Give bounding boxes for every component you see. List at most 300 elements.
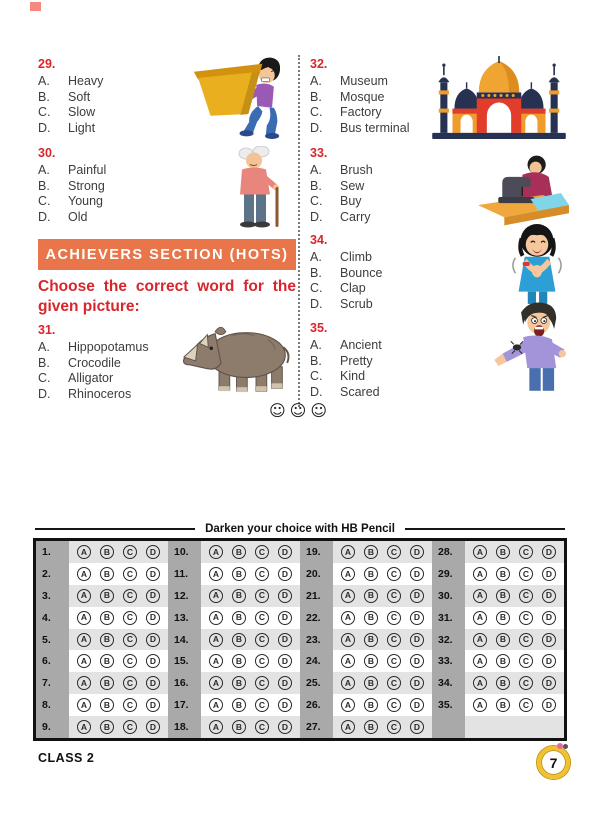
omr-number-29: 29. bbox=[432, 563, 465, 585]
omr-bubble-20-C[interactable]: C bbox=[387, 567, 401, 581]
omr-number-30: 30. bbox=[432, 585, 465, 607]
option-text: Hippopotamus bbox=[68, 340, 149, 354]
option-letter: D. bbox=[310, 120, 323, 135]
omr-bubble-row bbox=[333, 563, 432, 585]
option-text: Kind bbox=[340, 369, 366, 383]
option-text: Heavy bbox=[68, 74, 104, 88]
omr-bubble-22-A[interactable]: A bbox=[341, 611, 355, 625]
option-letter: A. bbox=[38, 163, 50, 177]
omr-bubble-row bbox=[201, 585, 300, 607]
omr-bubble-19-D[interactable]: D bbox=[410, 545, 424, 559]
omr-bubble-27-D[interactable]: D bbox=[410, 720, 424, 734]
omr-bubble-6-C[interactable]: C bbox=[123, 654, 137, 668]
woman-sewing-machine-image bbox=[476, 152, 572, 234]
omr-bubble-11-B[interactable]: B bbox=[232, 567, 246, 581]
omr-group-cell bbox=[168, 541, 300, 563]
omr-bubble-5-A[interactable]: A bbox=[77, 633, 91, 647]
omr-bubble-34-B[interactable]: B bbox=[496, 676, 510, 690]
option-letter: A. bbox=[310, 74, 322, 88]
omr-number-19: 19. bbox=[300, 541, 333, 563]
question-number: 31. bbox=[38, 323, 56, 337]
omr-bubble-row bbox=[333, 585, 432, 607]
omr-bubble-14-A[interactable]: A bbox=[209, 633, 223, 647]
option-text: Ancient bbox=[340, 338, 382, 352]
option-text: Museum bbox=[340, 74, 388, 88]
omr-bubble-29-A[interactable]: A bbox=[473, 567, 487, 581]
omr-bubble-31-D[interactable]: D bbox=[542, 611, 556, 625]
omr-bubble-21-C[interactable]: C bbox=[387, 589, 401, 603]
omr-bubble-24-B[interactable]: B bbox=[364, 654, 378, 668]
omr-bubble-14-D[interactable]: D bbox=[278, 633, 292, 647]
omr-bubble-30-B[interactable]: B bbox=[496, 589, 510, 603]
omr-group-cell bbox=[36, 716, 168, 738]
omr-bubble-35-A[interactable]: A bbox=[473, 698, 487, 712]
omr-bubble-4-C[interactable]: C bbox=[123, 611, 137, 625]
omr-bubble-32-B[interactable]: B bbox=[496, 633, 510, 647]
option-text: Brush bbox=[340, 163, 373, 177]
question-number: 34. bbox=[310, 233, 328, 247]
omr-bubble-3-C[interactable]: C bbox=[123, 589, 137, 603]
omr-bubble-9-C[interactable]: C bbox=[123, 720, 137, 734]
omr-group-cell bbox=[432, 585, 564, 607]
omr-bubble-row bbox=[333, 629, 432, 651]
omr-bubble-27-A[interactable]: A bbox=[341, 720, 355, 734]
option-text: Soft bbox=[68, 89, 91, 104]
omr-number-15: 15. bbox=[168, 650, 201, 672]
omr-bubble-10-D[interactable]: D bbox=[278, 545, 292, 559]
achievers-section-banner: ACHIEVERS SECTION (HOTS) bbox=[38, 239, 296, 270]
omr-bubble-24-A[interactable]: A bbox=[341, 654, 355, 668]
omr-bubble-21-A[interactable]: A bbox=[341, 589, 355, 603]
omr-bubble-12-B[interactable]: B bbox=[232, 589, 246, 603]
omr-group-cell bbox=[168, 672, 300, 694]
omr-bubble-row bbox=[69, 629, 168, 651]
option-letter: C. bbox=[310, 369, 323, 383]
instruction-text: Choose the correct word for the given picture: bbox=[38, 278, 296, 315]
omr-bubble-row bbox=[465, 541, 564, 563]
omr-bubble-row bbox=[333, 607, 432, 629]
omr-group-cell bbox=[168, 629, 300, 651]
omr-number-34: 34. bbox=[432, 672, 465, 694]
omr-group-cell bbox=[300, 650, 432, 672]
omr-number-17: 17. bbox=[168, 694, 201, 716]
omr-bubble-row bbox=[465, 563, 564, 585]
option-text: Factory bbox=[340, 105, 382, 119]
omr-bubble-row bbox=[201, 694, 300, 716]
option-letter: C. bbox=[38, 371, 51, 385]
option-text: Old bbox=[68, 209, 88, 224]
smiley-faces: ☺☺☺ bbox=[268, 401, 332, 420]
omr-bubble-2-A[interactable]: A bbox=[77, 567, 91, 581]
omr-bubble-8-A[interactable]: A bbox=[77, 698, 91, 712]
omr-bubble-6-A[interactable]: A bbox=[77, 654, 91, 668]
option-letter: C. bbox=[310, 281, 323, 295]
option-letter: D. bbox=[310, 209, 323, 224]
omr-bubble-14-C[interactable]: C bbox=[255, 633, 269, 647]
omr-bubble-1-A[interactable]: A bbox=[77, 545, 91, 559]
omr-bubble-row bbox=[201, 563, 300, 585]
option-text: Painful bbox=[68, 163, 107, 177]
omr-bubble-17-A[interactable]: A bbox=[209, 698, 223, 712]
omr-bubble-1-B[interactable]: B bbox=[100, 545, 114, 559]
omr-bubble-row bbox=[333, 672, 432, 694]
omr-bubble-1-C[interactable]: C bbox=[123, 545, 137, 559]
omr-bubble-25-D[interactable]: D bbox=[410, 676, 424, 690]
omr-bubble-3-B[interactable]: B bbox=[100, 589, 114, 603]
red-corner-mark bbox=[30, 2, 41, 11]
omr-group-cell bbox=[300, 694, 432, 716]
question-number: 30. bbox=[38, 146, 56, 160]
option-letter: C. bbox=[38, 194, 51, 208]
omr-bubble-30-A[interactable]: A bbox=[473, 589, 487, 603]
omr-number-33: 33. bbox=[432, 650, 465, 672]
omr-bubble-18-C[interactable]: C bbox=[255, 720, 269, 734]
omr-bubble-33-C[interactable]: C bbox=[519, 654, 533, 668]
option-text: Alligator bbox=[68, 371, 114, 385]
omr-bubble-4-A[interactable]: A bbox=[77, 611, 91, 625]
omr-bubble-23-D[interactable]: D bbox=[410, 633, 424, 647]
option-letter: B. bbox=[38, 178, 50, 193]
omr-bubble-1-D[interactable]: D bbox=[146, 545, 160, 559]
omr-bubble-2-B[interactable]: B bbox=[100, 567, 114, 581]
omr-row bbox=[36, 672, 564, 694]
option-text: Pretty bbox=[340, 353, 373, 368]
omr-bubble-28-B[interactable]: B bbox=[496, 545, 510, 559]
omr-bubble-8-D[interactable]: D bbox=[146, 698, 160, 712]
omr-number-25: 25. bbox=[300, 672, 333, 694]
omr-bubble-23-B[interactable]: B bbox=[364, 633, 378, 647]
omr-group-cell bbox=[36, 563, 168, 585]
omr-bubble-row bbox=[201, 650, 300, 672]
omr-bubble-19-B[interactable]: B bbox=[364, 545, 378, 559]
option-letter: B. bbox=[310, 353, 322, 368]
option-letter: D. bbox=[38, 209, 51, 224]
omr-bubble-7-C[interactable]: C bbox=[123, 676, 137, 690]
omr-number-6: 6. bbox=[36, 650, 69, 672]
omr-bubble-19-C[interactable]: C bbox=[387, 545, 401, 559]
omr-bubble-17-D[interactable]: D bbox=[278, 698, 292, 712]
omr-bubble-19-A[interactable]: A bbox=[341, 545, 355, 559]
old-man-with-cane-image bbox=[234, 146, 294, 232]
omr-number-28: 28. bbox=[432, 541, 465, 563]
omr-bubble-31-A[interactable]: A bbox=[473, 611, 487, 625]
omr-bubble-3-D[interactable]: D bbox=[146, 589, 160, 603]
omr-row bbox=[36, 541, 564, 563]
option-letter: A. bbox=[38, 74, 50, 88]
omr-group-cell bbox=[36, 607, 168, 629]
omr-bubble-15-C[interactable]: C bbox=[255, 654, 269, 668]
omr-number-24: 24. bbox=[300, 650, 333, 672]
omr-bubble-26-D[interactable]: D bbox=[410, 698, 424, 712]
omr-bubble-22-D[interactable]: D bbox=[410, 611, 424, 625]
omr-bubble-14-B[interactable]: B bbox=[232, 633, 246, 647]
omr-number-20: 20. bbox=[300, 563, 333, 585]
omr-bubble-23-C[interactable]: C bbox=[387, 633, 401, 647]
omr-bubble-27-C[interactable]: C bbox=[387, 720, 401, 734]
omr-bubble-7-D[interactable]: D bbox=[146, 676, 160, 690]
omr-bubble-row bbox=[465, 716, 564, 738]
omr-bubble-2-D[interactable]: D bbox=[146, 567, 160, 581]
option-letter: D. bbox=[38, 120, 51, 135]
omr-group-cell bbox=[432, 563, 564, 585]
omr-group-cell bbox=[168, 563, 300, 585]
omr-bubble-26-A[interactable]: A bbox=[341, 698, 355, 712]
omr-bubble-5-C[interactable]: C bbox=[123, 633, 137, 647]
omr-bubble-row bbox=[69, 541, 168, 563]
omr-bubble-11-C[interactable]: C bbox=[255, 567, 269, 581]
omr-bubble-20-B[interactable]: B bbox=[364, 567, 378, 581]
omr-bubble-29-B[interactable]: B bbox=[496, 567, 510, 581]
omr-bubble-28-D[interactable]: D bbox=[542, 545, 556, 559]
omr-group-cell bbox=[432, 607, 564, 629]
omr-bubble-16-B[interactable]: B bbox=[232, 676, 246, 690]
omr-bubble-row bbox=[333, 694, 432, 716]
omr-bubble-28-A[interactable]: A bbox=[473, 545, 487, 559]
omr-bubble-row bbox=[69, 716, 168, 738]
omr-group-cell bbox=[432, 541, 564, 563]
omr-bubble-4-D[interactable]: D bbox=[146, 611, 160, 625]
omr-group-cell bbox=[300, 629, 432, 651]
omr-bubble-row bbox=[201, 607, 300, 629]
omr-number-9: 9. bbox=[36, 716, 69, 738]
omr-bubble-31-B[interactable]: B bbox=[496, 611, 510, 625]
omr-bubble-22-C[interactable]: C bbox=[387, 611, 401, 625]
omr-bubble-row bbox=[201, 629, 300, 651]
omr-bubble-row bbox=[69, 585, 168, 607]
omr-bubble-6-D[interactable]: D bbox=[146, 654, 160, 668]
omr-bubble-32-D[interactable]: D bbox=[542, 633, 556, 647]
option-letter: D. bbox=[310, 296, 323, 311]
option-text: Mosque bbox=[340, 89, 385, 104]
omr-bubble-22-B[interactable]: B bbox=[364, 611, 378, 625]
omr-bubble-row bbox=[465, 629, 564, 651]
omr-number-3: 3. bbox=[36, 585, 69, 607]
omr-bubble-4-B[interactable]: B bbox=[100, 611, 114, 625]
omr-bubble-20-D[interactable]: D bbox=[410, 567, 424, 581]
omr-bubble-15-B[interactable]: B bbox=[232, 654, 246, 668]
omr-bubble-12-C[interactable]: C bbox=[255, 589, 269, 603]
omr-bubble-16-C[interactable]: C bbox=[255, 676, 269, 690]
omr-number-21: 21. bbox=[300, 585, 333, 607]
omr-group-cell bbox=[300, 541, 432, 563]
omr-bubble-6-B[interactable]: B bbox=[100, 654, 114, 668]
column-divider bbox=[298, 55, 300, 407]
omr-group-cell bbox=[432, 672, 564, 694]
omr-bubble-13-C[interactable]: C bbox=[255, 611, 269, 625]
omr-group-cell bbox=[432, 650, 564, 672]
omr-bubble-row bbox=[69, 672, 168, 694]
omr-row bbox=[36, 650, 564, 672]
omr-bubble-29-C[interactable]: C bbox=[519, 567, 533, 581]
option-letter: C. bbox=[38, 105, 51, 119]
omr-bubble-13-D[interactable]: D bbox=[278, 611, 292, 625]
omr-bubble-12-D[interactable]: D bbox=[278, 589, 292, 603]
question-number: 29. bbox=[38, 57, 56, 71]
omr-bubble-27-B[interactable]: B bbox=[364, 720, 378, 734]
omr-bubble-33-D[interactable]: D bbox=[542, 654, 556, 668]
omr-bubble-5-B[interactable]: B bbox=[100, 633, 114, 647]
omr-bubble-8-B[interactable]: B bbox=[100, 698, 114, 712]
omr-bubble-8-C[interactable]: C bbox=[123, 698, 137, 712]
omr-bubble-34-C[interactable]: C bbox=[519, 676, 533, 690]
option-letter: B. bbox=[38, 355, 50, 370]
omr-number-12: 12. bbox=[168, 585, 201, 607]
omr-bubble-16-A[interactable]: A bbox=[209, 676, 223, 690]
omr-bubble-15-D[interactable]: D bbox=[278, 654, 292, 668]
omr-bubble-34-D[interactable]: D bbox=[542, 676, 556, 690]
option-text: Scrub bbox=[340, 296, 373, 311]
omr-group-cell bbox=[432, 694, 564, 716]
question-number: 35. bbox=[310, 321, 328, 335]
omr-bubble-9-A[interactable]: A bbox=[77, 720, 91, 734]
omr-number-10: 10. bbox=[168, 541, 201, 563]
omr-bubble-15-A[interactable]: A bbox=[209, 654, 223, 668]
omr-bubble-row bbox=[465, 607, 564, 629]
girl-clapping-image bbox=[500, 224, 574, 306]
option-letter: D. bbox=[38, 386, 51, 401]
omr-bubble-25-B[interactable]: B bbox=[364, 676, 378, 690]
omr-bubble-10-C[interactable]: C bbox=[255, 545, 269, 559]
class-label: CLASS 2 bbox=[38, 751, 95, 765]
omr-bubble-35-D[interactable]: D bbox=[542, 698, 556, 712]
omr-bubble-28-C[interactable]: C bbox=[519, 545, 533, 559]
omr-group-cell bbox=[300, 563, 432, 585]
omr-bubble-row bbox=[201, 716, 300, 738]
omr-bubble-35-C[interactable]: C bbox=[519, 698, 533, 712]
omr-bubble-9-B[interactable]: B bbox=[100, 720, 114, 734]
omr-bubble-25-A[interactable]: A bbox=[341, 676, 355, 690]
omr-group-cell bbox=[36, 629, 168, 651]
option-letter: A. bbox=[310, 250, 322, 264]
omr-bubble-18-A[interactable]: A bbox=[209, 720, 223, 734]
omr-group-cell bbox=[168, 650, 300, 672]
omr-row bbox=[36, 585, 564, 607]
omr-bubble-10-A[interactable]: A bbox=[209, 545, 223, 559]
omr-bubble-13-A[interactable]: A bbox=[209, 611, 223, 625]
omr-number-14: 14. bbox=[168, 629, 201, 651]
omr-bubble-25-C[interactable]: C bbox=[387, 676, 401, 690]
omr-group-cell bbox=[36, 672, 168, 694]
omr-group-cell bbox=[168, 585, 300, 607]
omr-bubble-30-C[interactable]: C bbox=[519, 589, 533, 603]
omr-bubble-row bbox=[465, 694, 564, 716]
omr-row bbox=[36, 607, 564, 629]
option-letter: B. bbox=[310, 178, 322, 193]
omr-number-8: 8. bbox=[36, 694, 69, 716]
pencil-tip-icon bbox=[563, 744, 568, 749]
omr-bubble-29-D[interactable]: D bbox=[542, 567, 556, 581]
omr-number-7: 7. bbox=[36, 672, 69, 694]
omr-bubble-23-A[interactable]: A bbox=[341, 633, 355, 647]
option-text: Slow bbox=[68, 105, 96, 119]
omr-row bbox=[36, 563, 564, 585]
omr-number-13: 13. bbox=[168, 607, 201, 629]
boy-carrying-heavy-box-image bbox=[192, 55, 280, 143]
option-letter: D. bbox=[310, 384, 323, 399]
omr-bubble-24-D[interactable]: D bbox=[410, 654, 424, 668]
option-letter: C. bbox=[310, 105, 323, 119]
omr-group-cell bbox=[168, 716, 300, 738]
omr-number-4: 4. bbox=[36, 607, 69, 629]
omr-bubble-row bbox=[69, 563, 168, 585]
question-number: 33. bbox=[310, 146, 328, 160]
omr-bubble-5-D[interactable]: D bbox=[146, 633, 160, 647]
omr-bubble-30-D[interactable]: D bbox=[542, 589, 556, 603]
scared-boy-image bbox=[490, 300, 578, 398]
omr-group-cell bbox=[168, 694, 300, 716]
omr-bubble-row bbox=[201, 672, 300, 694]
omr-number-11: 11. bbox=[168, 563, 201, 585]
omr-bubble-21-D[interactable]: D bbox=[410, 589, 424, 603]
option-text: Carry bbox=[340, 209, 371, 224]
omr-bubble-26-C[interactable]: C bbox=[387, 698, 401, 712]
omr-bubble-16-D[interactable]: D bbox=[278, 676, 292, 690]
omr-table bbox=[33, 538, 567, 741]
option-letter: C. bbox=[310, 194, 323, 208]
option-text: Young bbox=[68, 194, 103, 208]
omr-bubble-2-C[interactable]: C bbox=[123, 567, 137, 581]
omr-bubble-10-B[interactable]: B bbox=[232, 545, 246, 559]
omr-bubble-row bbox=[333, 650, 432, 672]
omr-bubble-26-B[interactable]: B bbox=[364, 698, 378, 712]
omr-group-cell bbox=[36, 585, 168, 607]
option-text: Buy bbox=[340, 194, 362, 208]
omr-bubble-3-A[interactable]: A bbox=[77, 589, 91, 603]
omr-number-16: 16. bbox=[168, 672, 201, 694]
omr-header bbox=[35, 523, 565, 535]
omr-bubble-7-A[interactable]: A bbox=[77, 676, 91, 690]
omr-bubble-18-D[interactable]: D bbox=[278, 720, 292, 734]
omr-group-cell bbox=[300, 672, 432, 694]
omr-bubble-13-B[interactable]: B bbox=[232, 611, 246, 625]
omr-bubble-24-C[interactable]: C bbox=[387, 654, 401, 668]
omr-bubble-9-D[interactable]: D bbox=[146, 720, 160, 734]
omr-bubble-18-B[interactable]: B bbox=[232, 720, 246, 734]
omr-bubble-35-B[interactable]: B bbox=[496, 698, 510, 712]
omr-bubble-33-A[interactable]: A bbox=[473, 654, 487, 668]
omr-bubble-17-B[interactable]: B bbox=[232, 698, 246, 712]
option-letter: A. bbox=[38, 340, 50, 354]
page-number: 7 bbox=[549, 754, 558, 771]
omr-number-35: 35. bbox=[432, 694, 465, 716]
omr-bubble-20-A[interactable]: A bbox=[341, 567, 355, 581]
option-text: Climb bbox=[340, 250, 372, 264]
omr-bubble-34-A[interactable]: A bbox=[473, 676, 487, 690]
omr-bubble-row bbox=[201, 541, 300, 563]
omr-bubble-11-D[interactable]: D bbox=[278, 567, 292, 581]
option-text: Strong bbox=[68, 178, 105, 193]
omr-bubble-7-B[interactable]: B bbox=[100, 676, 114, 690]
omr-bubble-21-B[interactable]: B bbox=[364, 589, 378, 603]
omr-number-empty bbox=[432, 716, 465, 738]
omr-bubble-32-C[interactable]: C bbox=[519, 633, 533, 647]
mosque-image bbox=[428, 56, 570, 142]
omr-bubble-row bbox=[69, 607, 168, 629]
omr-group-cell bbox=[300, 716, 432, 738]
omr-number-18: 18. bbox=[168, 716, 201, 738]
omr-bubble-31-C[interactable]: C bbox=[519, 611, 533, 625]
omr-bubble-11-A[interactable]: A bbox=[209, 567, 223, 581]
omr-bubble-row bbox=[465, 650, 564, 672]
omr-bubble-32-A[interactable]: A bbox=[473, 633, 487, 647]
omr-bubble-12-A[interactable]: A bbox=[209, 589, 223, 603]
omr-bubble-33-B[interactable]: B bbox=[496, 654, 510, 668]
omr-number-22: 22. bbox=[300, 607, 333, 629]
omr-row bbox=[36, 716, 564, 738]
omr-bubble-17-C[interactable]: C bbox=[255, 698, 269, 712]
omr-group-cell bbox=[36, 541, 168, 563]
omr-number-1: 1. bbox=[36, 541, 69, 563]
